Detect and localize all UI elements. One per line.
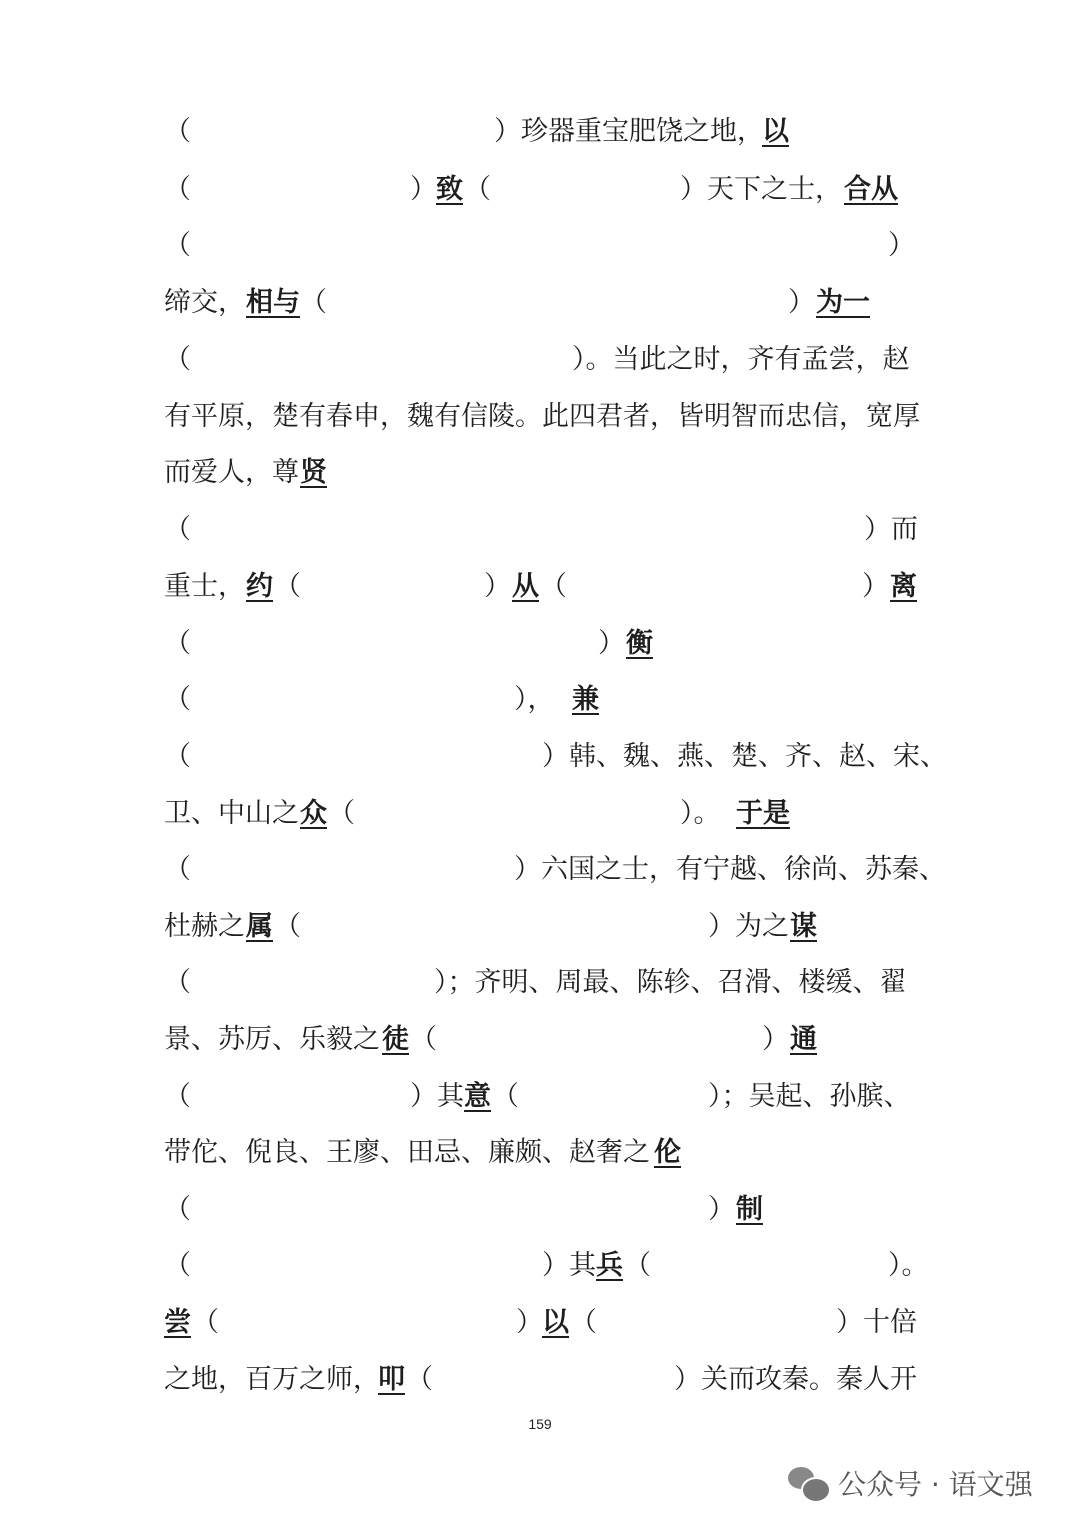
text-segment: （ xyxy=(164,967,191,998)
text-segment: ）。 xyxy=(680,798,721,829)
text-segment: ）关而攻秦。秦人开 xyxy=(674,1364,917,1395)
text-line xyxy=(164,1242,929,1290)
underlined-term: 从 xyxy=(512,571,539,602)
text-line xyxy=(164,393,920,441)
text-segment: 重士， xyxy=(164,571,245,602)
text-segment: （ xyxy=(164,1250,191,1281)
text-line xyxy=(164,790,916,838)
text-line xyxy=(164,563,916,611)
text-segment: ）。 xyxy=(888,1250,929,1281)
underlined-term: 贤 xyxy=(300,457,327,488)
text-segment: （ xyxy=(328,798,355,829)
text-segment: （ xyxy=(164,174,191,205)
text-segment: 带佗、倪良、王廖、田忌、廉颇、赵奢之 xyxy=(164,1137,650,1168)
underlined-term: 通 xyxy=(790,1024,817,1055)
underlined-term: 尝 xyxy=(164,1307,191,1338)
text-segment: 而爱人，尊 xyxy=(164,457,299,488)
text-segment: ）十倍 xyxy=(836,1307,917,1338)
text-line xyxy=(164,506,916,554)
text-segment: ） xyxy=(888,230,915,261)
underlined-term: 衡 xyxy=(626,628,653,659)
underlined-term: 兵 xyxy=(596,1250,623,1281)
underlined-term: 合从 xyxy=(844,174,898,205)
text-segment: ） xyxy=(762,1024,789,1055)
text-line xyxy=(164,279,916,327)
text-segment: ）；齐明、周最、陈轸、召滑、楼缓、翟 xyxy=(434,967,907,998)
text-segment: （ xyxy=(164,741,191,772)
underlined-term: 制 xyxy=(736,1194,763,1225)
text-segment: ） xyxy=(598,628,625,659)
underlined-term: 众 xyxy=(300,798,327,829)
text-segment: （ xyxy=(164,628,191,659)
underlined-term: 意 xyxy=(464,1081,491,1112)
text-segment: ）；吴起、孙膑、 xyxy=(708,1081,911,1112)
text-segment: （ xyxy=(492,1081,519,1112)
text-segment: ）其 xyxy=(410,1081,464,1112)
underlined-term: 相与 xyxy=(246,287,300,318)
text-line xyxy=(164,733,947,781)
underlined-term: 以 xyxy=(762,116,789,147)
text-segment: ）六国之士，有宁越、徐尚、苏秦、 xyxy=(514,854,946,885)
text-segment: ） xyxy=(708,1194,735,1225)
text-segment: ）， xyxy=(514,684,555,715)
text-line xyxy=(164,1016,916,1064)
text-segment: 缔交， xyxy=(164,287,245,318)
text-segment: （ xyxy=(300,287,327,318)
underlined-term: 于是 xyxy=(736,798,790,829)
text-segment: ） xyxy=(788,287,815,318)
text-segment: ） xyxy=(484,571,511,602)
text-segment: 景、苏厉、乐毅之 xyxy=(164,1024,380,1055)
text-segment: 之地，百万之师， xyxy=(164,1364,380,1395)
text-segment: （ xyxy=(464,174,491,205)
underlined-term: 致 xyxy=(436,174,463,205)
underlined-term: 伦 xyxy=(654,1137,681,1168)
text-segment: （ xyxy=(406,1364,433,1395)
text-segment: （ xyxy=(164,1081,191,1112)
text-segment: 有平原，楚有春申，魏有信陵。此四君者，皆明智而忠信，宽厚 xyxy=(164,401,920,432)
text-line xyxy=(164,676,916,724)
text-line xyxy=(164,1073,916,1121)
underlined-term: 离 xyxy=(890,571,917,602)
text-line xyxy=(164,336,916,384)
text-segment: （ xyxy=(164,854,191,885)
watermark-text: 公众号 · 语文强 xyxy=(838,1468,1033,1501)
text-segment: ）其 xyxy=(542,1250,596,1281)
text-segment: ） xyxy=(410,174,437,205)
underlined-term: 以 xyxy=(542,1307,569,1338)
text-segment: （ xyxy=(570,1307,597,1338)
underlined-term: 徒 xyxy=(382,1024,409,1055)
wechat-icon xyxy=(788,1465,828,1501)
underlined-term: 为一 xyxy=(816,287,870,318)
text-segment: ）天下之士， xyxy=(680,174,842,205)
text-segment: （ xyxy=(274,911,301,942)
text-line xyxy=(164,166,916,214)
underlined-term: 谋 xyxy=(790,911,817,942)
text-segment: （ xyxy=(164,116,191,147)
text-segment: （ xyxy=(164,684,191,715)
page-number: 159 xyxy=(528,1416,552,1432)
text-segment: （ xyxy=(164,230,191,261)
text-segment: （ xyxy=(624,1250,651,1281)
text-segment: （ xyxy=(164,514,191,545)
underlined-term: 属 xyxy=(246,911,273,942)
text-line xyxy=(164,903,916,951)
underlined-term: 兼 xyxy=(572,684,599,715)
text-line xyxy=(164,449,916,497)
text-line xyxy=(164,1299,916,1347)
text-segment: 杜赫之 xyxy=(164,911,245,942)
text-segment: （ xyxy=(274,571,301,602)
text-line xyxy=(164,959,916,1007)
underlined-term: 叩 xyxy=(378,1364,405,1395)
watermark xyxy=(788,1460,1033,1506)
underlined-term: 约 xyxy=(246,571,273,602)
text-segment: （ xyxy=(540,571,567,602)
text-segment: ） xyxy=(862,571,889,602)
text-segment: ）而 xyxy=(864,514,918,545)
text-line xyxy=(164,846,946,894)
text-segment: 卫、中山之 xyxy=(164,798,299,829)
text-segment: ）韩、魏、燕、楚、齐、赵、宋、 xyxy=(542,741,947,772)
text-line xyxy=(164,1356,916,1404)
text-segment: ） xyxy=(516,1307,543,1338)
text-segment: （ xyxy=(410,1024,437,1055)
text-line xyxy=(164,222,916,270)
text-segment: ）为之 xyxy=(708,911,789,942)
text-segment: （ xyxy=(164,344,191,375)
text-segment: ）珍器重宝肥饶之地， xyxy=(494,116,764,147)
text-line xyxy=(164,1186,916,1234)
text-segment: ）。当此之时，齐有孟尝，赵 xyxy=(572,344,910,375)
text-segment: （ xyxy=(192,1307,219,1338)
text-line xyxy=(164,1129,916,1177)
text-segment: （ xyxy=(164,1194,191,1225)
text-line xyxy=(164,108,916,156)
text-line xyxy=(164,620,916,668)
